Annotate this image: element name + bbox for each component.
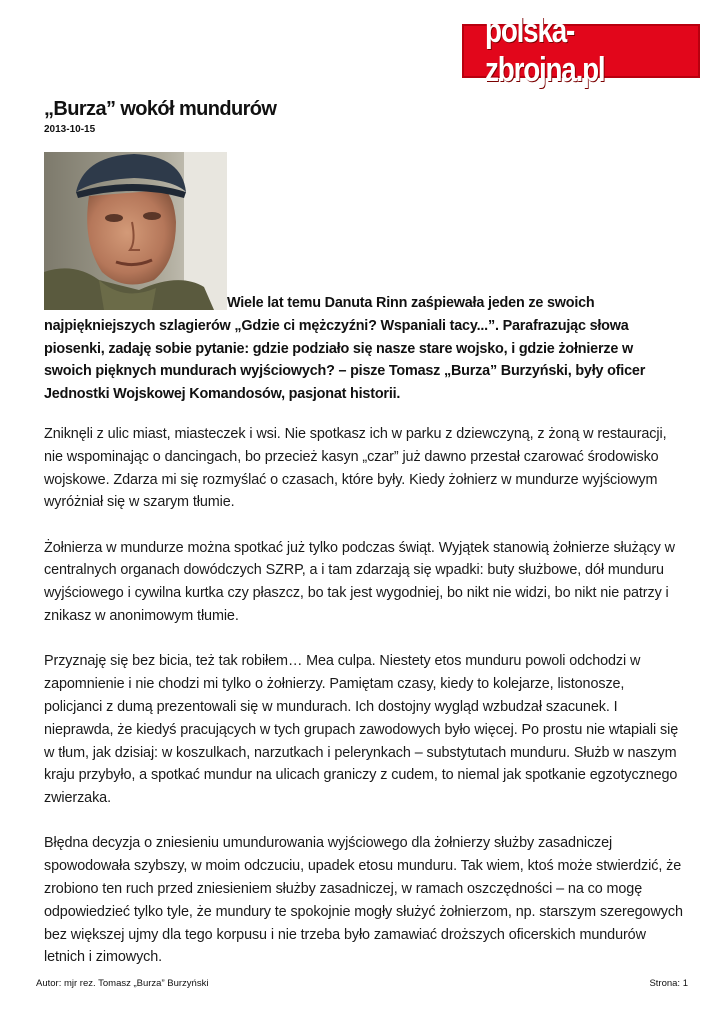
footer-author: Autor: mjr rez. Tomasz „Burza” Burzyński (36, 978, 209, 989)
article-paragraph: Błędna decyzja o zniesieniu umundurowania wyjściowego dla żołnierzy służby zasadniczej spowodowała szybszy, w moim odczuciu, upadek etosu munduru. Tak wiem, ktoś może stwierdzić, że zrobiono ten ruch przed zniesieniem służby zasadniczej, w ramach oszczędności – na co mogę odpowiedzieć tylko tyle, że mundury te spokojnie mogły służyć żołnierzom, np. starszym szeregowych bez większej ujmy dla tego korpusu i nie trzeba było zamawiać droższych oficerskich mundurów letnich i zimowych. (44, 835, 683, 966)
site-logo[interactable] (462, 12, 700, 89)
author-photo (44, 152, 227, 310)
article-date: 2013-10-15 (44, 124, 96, 135)
article-body (44, 423, 684, 992)
article-paragraph: Żołnierza w mundurze można spotkać już tylko podczas świąt. Wyjątek stanowią żołnierze służący w centralnych organach dowódczych SZRP, a i tam zdarzają się wpadki: buty służbowe, dół munduru wyjściowego i cywilna kurtka czy płaszcz, bo tak jest wygodniej, bo nikt nie widzi, bo nikt nie patrzy i znikasz w anonimowym tłumie. (44, 539, 675, 625)
article-paragraph: Przyznaję się bez bicia, też tak robiłem… Mea culpa. Niestety etos munduru powoli odchodzi w zapomnienie i nie chodzi mi tylko o żołnierzy. Pamiętam czasy, kiedy to kolejarze, listonosze, policjanci z dumą prezentowali się w mundurach. Ich dostojny wygląd wzbudzał szacunek. I nieprawda, że kiedyś pracujących w tych grupach zawodowych było więcej. Po prostu nie wtapiali się w tłum, jak dzisiaj: w koszulkach, narzutkach i pelerynkach – substytutach munduru. Służb w naszym kraju przybyło, a spotkać mundur na ulicach graniczy z cudem, to niemal jak spotkanie egzotycznego zwierzaka. (44, 653, 679, 807)
site-logo-text: polska-zbrojna.pl (485, 12, 605, 89)
article-lead (44, 292, 684, 406)
footer-page-number: Strona: 1 (649, 978, 688, 989)
article-title: „Burza” wokół mundurów (44, 98, 277, 120)
page-footer (36, 978, 688, 989)
article-paragraph: Zniknęli z ulic miast, miasteczek i wsi. Nie spotkasz ich w parku z dziewczyną, z żoną w restauracji, nie wspominając o dancingach, bo przecież kasyn „czar” już dawno przestał czarować środowisko wojskowe. Zdarza mi się rozmyślać o czasach, które były. Kiedy żołnierz w mundurze wyjściowym wyróżniał się w szarym tłumie. (44, 426, 667, 511)
article-lead-text: Wiele lat temu Danuta Rinn zaśpiewała jeden ze swoich najpiękniejszych szlagierów „Gdzie ci mężczyźni? Wspaniali tacy...”. Parafrazując słowa piosenki, zadaję sobie pytanie: gdzie podziało się nasze stare wojsko, i gdzie żołnierze w swoich pięknych mundurach wyjściowych? – pisze Tomasz „Burza” Burzyński, były oficer Jednostki Wojskowej Komandosów, pasjonat historii. (44, 295, 646, 403)
